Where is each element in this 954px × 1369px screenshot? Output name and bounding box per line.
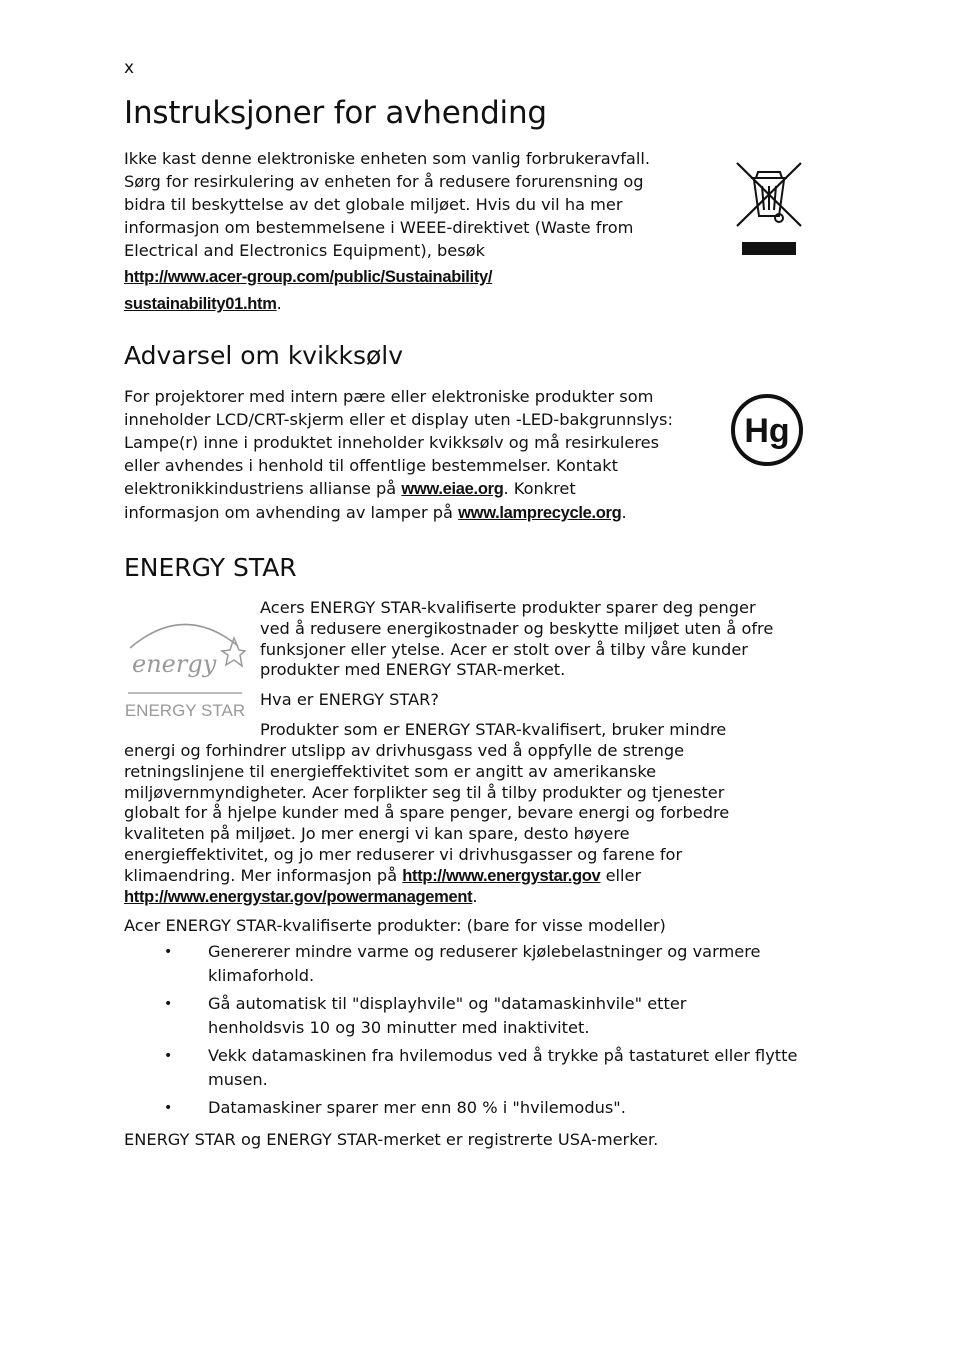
energy-body-line: kvaliteten på miljøet. Jo mer energi vi kan spare, desto høyere <box>124 824 630 844</box>
trademark-note: ENERGY STAR og ENERGY STAR-merket er registrerte USA-merker. <box>124 1130 659 1149</box>
link-suffix: . <box>276 294 282 313</box>
disposal-text <box>124 147 714 316</box>
disposal-line: Sørg for resirkulering av enheten for å redusere forurensning og <box>124 172 644 191</box>
disposal-title: Instruksjoner for avhending <box>124 95 547 131</box>
bullet-icon: • <box>164 944 173 960</box>
disposal-line: Ikke kast denne elektroniske enheten som vanlig forbrukeravfall. <box>124 149 650 168</box>
page-number: x <box>124 58 135 78</box>
energy-intro-line: produkter med ENERGY STAR-merket. <box>260 660 566 680</box>
lamprecycle-link[interactable]: www.lamprecycle.org <box>458 504 622 522</box>
energy-body-line: energieffektivitet, og jo mer reduserer vi drivhusgasser og farene for <box>124 844 683 864</box>
list-item-text: Gå automatisk til "displayhvile" og "datamaskinhvile" etter henholdsvis 10 og 30 minutter med inaktivitet. <box>208 994 687 1037</box>
energy-intro-line: ved å redusere energikostnader og beskytte miljøet uten å ofre <box>260 618 774 638</box>
bullet-icon: • <box>164 996 173 1012</box>
mercury-text <box>124 385 724 525</box>
crossed-out-wheelie-bin-icon <box>734 160 806 260</box>
list-item <box>124 1044 798 1092</box>
mercury-hg-icon <box>729 392 805 468</box>
acer-sustainability-link-cont[interactable]: sustainability01.htm <box>124 295 277 313</box>
mercury-line-text: elektronikkindustriens allianse på <box>124 479 402 498</box>
mercury-line: Lampe(r) inne i produktet inneholder kvikksølv og må resirkuleres <box>124 433 660 452</box>
bullet-icon: • <box>164 1048 173 1064</box>
list-item-text: Genererer mindre varme og reduserer kjølebelastninger og varmere klimaforhold. <box>208 942 761 985</box>
energy-intro <box>260 598 830 681</box>
energy-body-line: retningslinjene til energieffektivitet som er angitt av amerikanske <box>124 761 657 781</box>
disposal-line: Electrical and Electronics Equipment), besøk <box>124 241 485 260</box>
energy-body <box>124 741 844 907</box>
list-item <box>124 992 768 1040</box>
list-item-text: Vekk datamaskinen fra hvilemodus ved å trykke på tastaturet eller flytte musen. <box>208 1046 798 1089</box>
eiae-link[interactable]: www.eiae.org <box>401 480 504 498</box>
disposal-line: informasjon om bestemmelsene i WEEE-direktivet (Waste from <box>124 218 634 237</box>
mercury-line-text: informasjon om avhending av lamper på <box>124 503 459 522</box>
energy-body-line: miljøvernmyndigheter. Acer forplikter seg til å tilby produkter og tjenester <box>124 782 725 802</box>
disposal-line: bidra til beskyttelse av det globale miljøet. Hvis du vil ha mer <box>124 195 623 214</box>
mercury-line: For projektorer med intern pære eller elektroniske produkter som <box>124 387 654 406</box>
hg-symbol: Hg <box>744 412 790 450</box>
feature-list <box>124 940 824 1124</box>
acer-sustainability-link[interactable]: http://www.acer-group.com/public/Sustainability/ <box>124 268 493 286</box>
list-item <box>124 940 808 988</box>
energy-star-title: ENERGY STAR <box>124 553 297 582</box>
mercury-line: inneholder LCD/CRT-skjerm eller et display uten -LED-bakgrunnslys: <box>124 410 673 429</box>
energy-body-line: energi og forhindrer utslipp av drivhusgass ved å oppfylle de strenge <box>124 741 685 760</box>
mercury-title: Advarsel om kvikksølv <box>124 341 404 370</box>
list-item <box>124 1096 808 1120</box>
bullet-icon: • <box>164 1100 173 1116</box>
energy-body-text: . <box>472 886 478 906</box>
energy-body-text: eller <box>600 865 642 885</box>
energy-body-line: globalt for å hjelpe kunder med å spare penger, bevare energi og forbedre <box>124 803 730 823</box>
powermanagement-link[interactable]: http://www.energystar.gov/powermanagement <box>124 887 473 906</box>
list-item-text: Datamaskiner sparer mer enn 80 % i "hvilemodus". <box>208 1098 626 1117</box>
energy-body-text: klimaendring. Mer informasjon på <box>124 865 403 885</box>
energy-star-logo-icon <box>124 610 246 722</box>
mercury-line-text: . Konkret <box>503 479 576 498</box>
mercury-line-text: . <box>621 503 627 522</box>
energy-intro-line: Acers ENERGY STAR-kvalifiserte produkter sparer deg penger <box>260 598 756 617</box>
qualified-heading: Acer ENERGY STAR-kvalifiserte produkter: (bare for visse modeller) <box>124 916 666 935</box>
energy-script: energy <box>132 650 217 678</box>
energystar-link[interactable]: http://www.energystar.gov <box>402 866 601 885</box>
energy-body-first-line: Produkter som er ENERGY STAR-kvalifisert, bruker mindre <box>260 720 727 739</box>
energy-question: Hva er ENERGY STAR? <box>260 690 439 709</box>
mercury-line: eller avhendes i henhold til offentlige bestemmelser. Kontakt <box>124 456 618 475</box>
energy-intro-line: funksjoner eller ytelse. Acer er stolt over å tilby våre kunder <box>260 639 748 659</box>
energy-star-caption: ENERGY STAR <box>124 701 246 720</box>
